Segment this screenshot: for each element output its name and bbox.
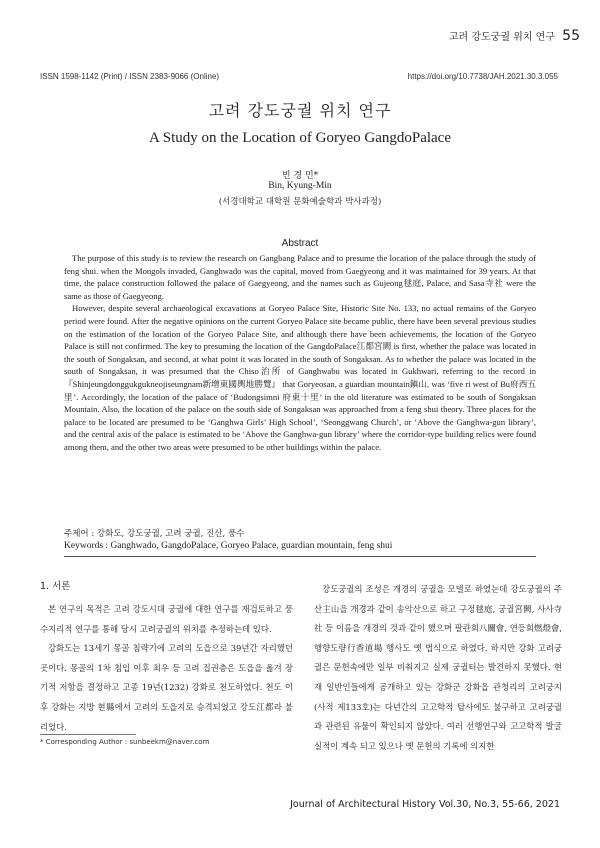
doi-link[interactable]: https://doi.org/10.7738/JAH.2021.30.3.055 xyxy=(407,72,558,81)
body-column-right xyxy=(314,580,562,756)
corresponding-author-footnote: * Corresponding Author : sunbeekm@naver.com xyxy=(40,738,210,746)
abstract-paragraph: However, despite several archaeological excavations at Goryeo Palace Site, Historic Site No. 133, no actual remains of the Goryeo period were found. After the negative opinions on the current Goryeo Palace site became public, there have been several previous studies on the estimation of the location of the Goryeo Palace Site, and although there have been achievements, the location of the Goryeo Palace is still not confirmed. The key to presuming the location of the GangdoPalace江都宮闕 is first, whether the palace was located in the south of Songaksan, and second, at what point it was located in the south of Songaksan. As to whether the palace was located in the south of Songaksan, it was presumed that the Chiso治所 of Ganghwabu was located in Gukhwari, referring to the record in 『Shinjeungdonggukgukneojiseungnam新增東國輿地勝覽』 that Goryeosan, a guardian mountain鎭山, was ‘five ri west of Bu府西五里’. Accordingly, the location of the palace of ‘Budongsimni 府東十里’ in the old literature was estimated to be south of Songaksan Mountain. Also, the location of the palace on the south side of Songaksan was approached from a feng shui theory. Three places for the palace to be located are presumed to be ‘Ganghwa Girls’ High School’, ‘Seonggwang Church’, or ‘Above the Ganghwa-gun library’, and the central axis of the palace is estimated to be ‘Above the Ganghwa-gun library’ where the corridor-type building relics were found among them, and the other two areas were presumed to be other buildings within the palace. xyxy=(64,303,536,452)
footnote-divider xyxy=(40,734,136,735)
author-name-korean: 빈 경 민* xyxy=(281,171,319,181)
divider xyxy=(64,556,536,557)
keywords-korean: 주제어 : 강화도, 강도궁궐, 고려 궁궐, 진산, 풍수 xyxy=(64,529,245,539)
running-header-title: 고려 강도궁궐 위치 연구 xyxy=(448,32,555,43)
section-heading-introduction: 1. 서론 xyxy=(40,581,71,592)
abstract-heading: Abstract xyxy=(281,238,319,249)
body-column-left xyxy=(40,600,293,737)
body-paragraph: 본 연구의 목적은 고려 강도시대 궁궐에 대한 연구를 재검토하고 풍수지리적 연구를 통해 당시 고려궁궐의 위치를 추정하는데 있다. xyxy=(40,604,293,634)
running-header xyxy=(449,28,580,44)
paper-title-korean: 고려 강도궁궐 위치 연구 xyxy=(208,101,392,120)
body-paragraph: 강화도는 13세기 몽골 침략기에 고려의 도읍으로 39년간 자리했던 곳이다. 몽골의 1차 침입 이후 최우 등 고려 집권층은 도읍을 옮겨 장기적 저항을 결정하고 고종 19년(1232) 강화로 천도하였다. 천도 이후 강화는 지방 현縣에서 고려의 도읍지로 승격되었고 강도江都라 불리었다. xyxy=(40,643,293,732)
body-paragraph: 강도궁궐의 조성은 개경의 궁궐을 모델로 하였는데 강도궁궐의 주산主山을 개경과 같이 송악산으로 하고 구정毬庭, 궁궐宮闕, 사사寺社 등 이름을 개경의 것과 같이 했으며 팔관회八關會, 연등회燃燈會, 행향도량行香道場 행사도 옛 법식으로 하였다. 하지만 강화 고려궁궐은 문헌속에만 일부 비춰지고 실제 궁궐터는 발견하지 못했다. 현재 일반인들에게 공개하고 있는 강화군 강화읍 관청리의 고려궁지(사적 제133호)는 다년간의 고고학적 탐사에도 불구하고 고려궁궐과 관련된 유물이 확인되지 않았다. 여러 선행연구와 고고학적 발굴 실적이 계속 되고 있으나 옛 문헌의 기록에 의지한 xyxy=(314,584,562,751)
abstract-paragraph: The purpose of this study is to review the research on Gangbang Palace and to presume the location of the palace through the study of feng shui. when the Mongols invaded, Ganghwado was the capital, moved from Gaegyeong and it was maintained for 39 years. At that time, the palace construction followed the palace of Gaegyeong, and the names such as Gujeong毬庭, Palace, and Sasa寺社 were the same as those of Gaegyeong. xyxy=(64,253,536,301)
author-name-english: Bin, Kyung-Min xyxy=(268,181,332,191)
page-number: 55 xyxy=(562,28,580,44)
keywords-english: Keywords : Ganghwado, GangdoPalace, Goryeo Palace, guardian mountain, feng shui xyxy=(64,541,393,551)
issn-line: ISSN 1598-1142 (Print) / ISSN 2383-9066 (Online) xyxy=(40,72,220,81)
paper-title-english: A Study on the Location of Goryeo GangdoPalace xyxy=(148,130,451,146)
abstract-body xyxy=(64,252,536,454)
author-affiliation: (서경대학교 대학원 문화예술학과 박사과정) xyxy=(218,197,382,207)
journal-citation-footer: Journal of Architectural History Vol.30, No.3, 55-66, 2021 xyxy=(290,799,560,810)
